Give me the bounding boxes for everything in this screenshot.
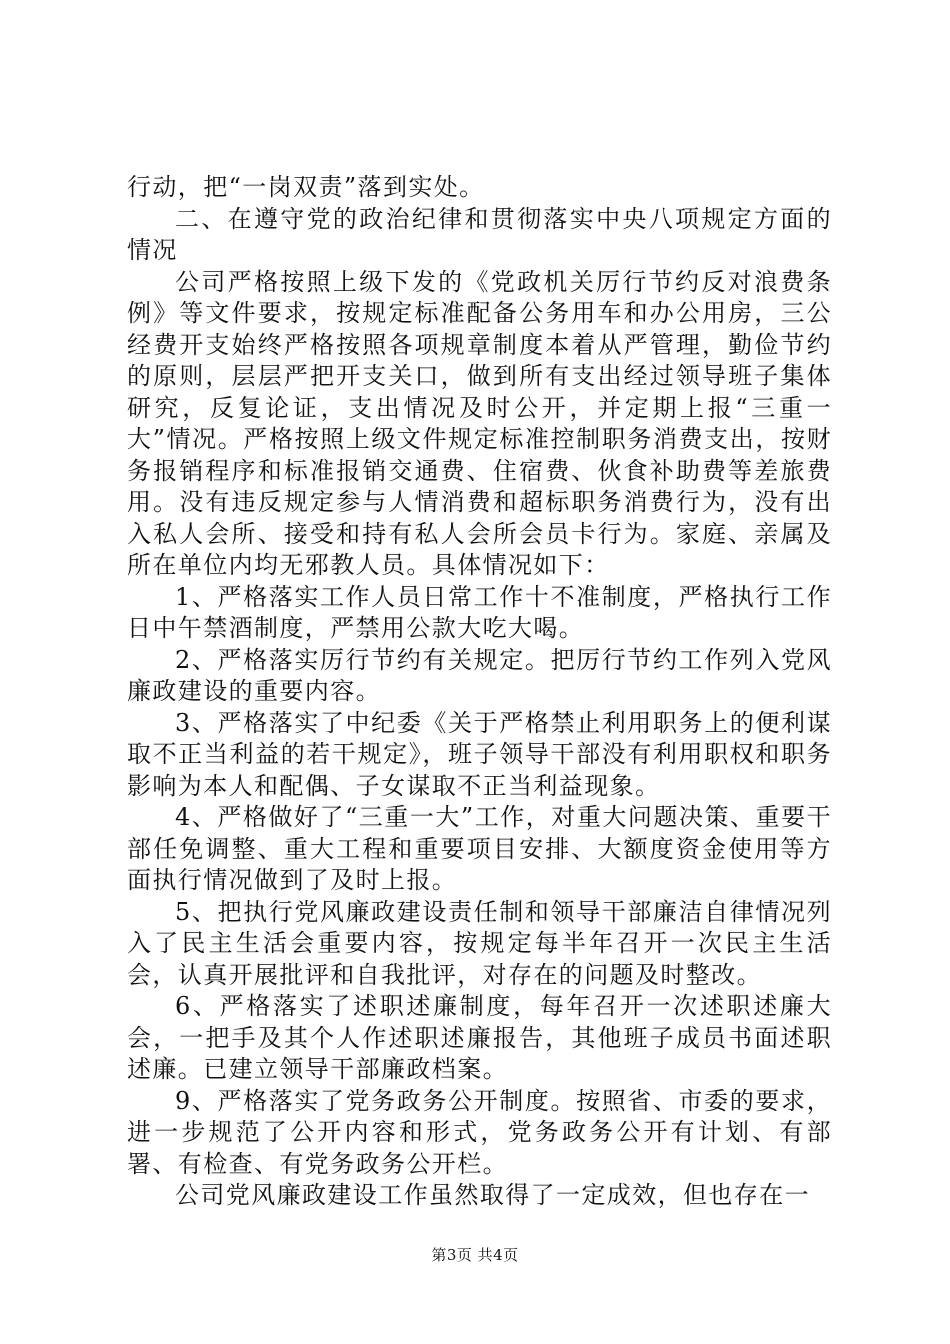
list-item-9: 9、严格落实了党务政务公开制度。按照省、市委的要求，进一步规范了公开内容和形式，党务政务公开有计划、有部署、有检查、有党务政务公开栏。 bbox=[127, 1086, 832, 1178]
paragraph-continuation: 行动，把“一岗双责”落到实处。 bbox=[127, 173, 485, 201]
page-number: 第3页 共4页 bbox=[431, 1246, 519, 1264]
list-item-4: 4、严格做好了“三重一大”工作，对重大问题决策、重要干部任免调整、重大工程和重要项目安排、大额度资金使用等方面执行情况做到了及时上报。 bbox=[127, 803, 832, 894]
list-item-2: 2、严格落实厉行节约有关规定。把厉行节约工作列入党风廉政建设的重要内容。 bbox=[127, 645, 832, 705]
list-item-1: 1、严格落实工作人员日常工作十不准制度，严格执行工作日中午禁酒制度，严禁用公款大吃大喝。 bbox=[127, 582, 832, 642]
section-heading: 二、在遵守党的政治纪律和贯彻落实中央八项规定方面的情况 bbox=[127, 204, 832, 264]
list-item-3: 3、严格落实了中纪委《关于严格禁止利用职务上的便利谋取不正当利益的若干规定》，班子领导干部没有利用职权和职务影响为本人和配偶、子女谋取不正当利益现象。 bbox=[127, 708, 832, 800]
list-item-5: 5、把执行党风廉政建设责任制和领导干部廉洁自律情况列入了民主生活会重要内容，按规定每半年召开一次民主生活会，认真开展批评和自我批评，对存在的问题及时整改。 bbox=[127, 897, 832, 989]
document-body bbox=[127, 172, 832, 1212]
paragraph-overview: 公司严格按照上级下发的《党政机关厉行节约反对浪费条例》等文件要求，按规定标准配备公务用车和办公用房，三公经费开支始终严格按照各项规章制度本着从严管理，勤俭节约的原则，层层严把开支关口，做到所有支出经过领导班子集体研究，反复论证，支出情况及时公开，并定期上报“三重一大”情况。严格按照上级文件规定标准控制职务消费支出，按财务报销程序和标准报销交通费、住宿费、伙食补助费等差旅费用。没有违反规定参与人情消费和超标职务消费行为，没有出入私人会所、接受和持有私人会所会员卡行为。家庭、亲属及所在单位内均无邪教人员。具体情况如下： bbox=[127, 267, 832, 579]
paragraph-closing: 公司党风廉政建设工作虽然取得了一定成效，但也存在一 bbox=[175, 1181, 810, 1209]
page-footer bbox=[0, 1244, 950, 1265]
list-item-6: 6、严格落实了述职述廉制度，每年召开一次述职述廉大会，一把手及其个人作述职述廉报告，其他班子成员书面述职述廉。已建立领导干部廉政档案。 bbox=[127, 992, 832, 1083]
